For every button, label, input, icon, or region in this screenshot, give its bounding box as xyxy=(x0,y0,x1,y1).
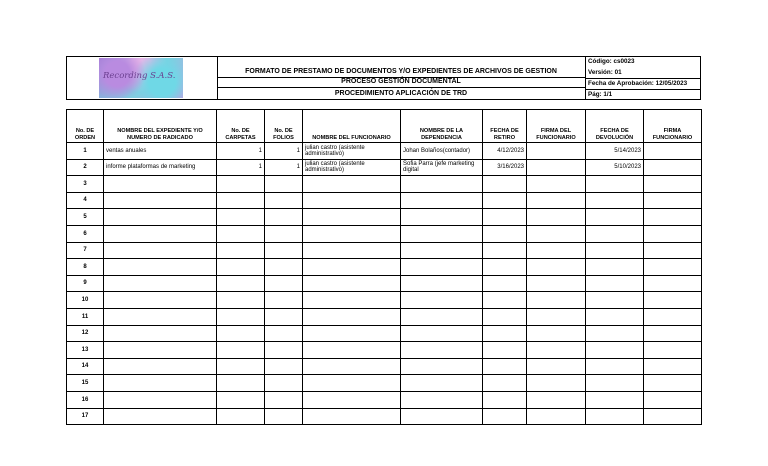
cell-signature xyxy=(644,192,702,209)
cell-folios-count xyxy=(265,259,303,276)
cell-order-number: 4 xyxy=(67,192,104,209)
cell-signature xyxy=(644,275,702,292)
cell-folios-count xyxy=(265,242,303,259)
cell-department-name xyxy=(401,342,483,359)
table-row xyxy=(67,325,702,342)
cell-official-name xyxy=(303,176,401,193)
table-row xyxy=(67,242,702,259)
cell-withdrawal-date xyxy=(483,408,527,425)
cell-withdrawal-date xyxy=(483,391,527,408)
cell-folders-count xyxy=(217,225,265,242)
cell-return-date: 5/14/2023 xyxy=(586,143,644,160)
cell-folios-count xyxy=(265,375,303,392)
cell-folios-count xyxy=(265,292,303,309)
cell-file-name xyxy=(104,325,217,342)
cell-folios-count xyxy=(265,275,303,292)
cell-order-number: 15 xyxy=(67,375,104,392)
document-version: Versión: 01 xyxy=(588,68,622,76)
cell-department-name: Sofia Parra (jefe marketing digital xyxy=(401,159,483,176)
cell-withdrawal-date xyxy=(483,292,527,309)
cell-signature xyxy=(644,225,702,242)
cell-department-name xyxy=(401,375,483,392)
cell-signature xyxy=(644,358,702,375)
cell-order-number: 14 xyxy=(67,358,104,375)
table-row xyxy=(67,275,702,292)
cell-signature xyxy=(644,242,702,259)
cell-withdrawal-date xyxy=(483,209,527,226)
cell-official-signature xyxy=(527,375,586,392)
cell-folios-count xyxy=(265,391,303,408)
cell-withdrawal-date xyxy=(483,375,527,392)
cell-return-date xyxy=(586,242,644,259)
cell-folios-count xyxy=(265,176,303,193)
cell-folders-count xyxy=(217,192,265,209)
cell-withdrawal-date: 4/12/2023 xyxy=(483,143,527,160)
cell-official-signature xyxy=(527,342,586,359)
cell-official-name xyxy=(303,358,401,375)
cell-folders-count xyxy=(217,259,265,276)
form-title: FORMATO DE PRESTAMO DE DOCUMENTOS Y/O EXPEDIENTES DE ARCHIVOS DE GESTION xyxy=(217,57,585,78)
table-row xyxy=(67,358,702,375)
cell-order-number: 6 xyxy=(67,225,104,242)
cell-signature xyxy=(644,143,702,160)
cell-file-name xyxy=(104,358,217,375)
table-row xyxy=(67,225,702,242)
cell-official-name xyxy=(303,325,401,342)
cell-return-date xyxy=(586,275,644,292)
table-row xyxy=(67,259,702,276)
cell-return-date xyxy=(586,225,644,242)
cell-folios-count xyxy=(265,408,303,425)
cell-order-number: 17 xyxy=(67,408,104,425)
table-row xyxy=(67,391,702,408)
column-header-official-name: NOMBRE DEL FUNCIONARIO xyxy=(303,110,401,143)
column-header-department-name: NOMBRE DE LA DEPENDENCIA xyxy=(401,110,483,143)
cell-signature xyxy=(644,159,702,176)
cell-withdrawal-date xyxy=(483,225,527,242)
table-row xyxy=(67,159,702,176)
column-header-folders-count: No. DE CARPETAS xyxy=(217,110,265,143)
cell-signature xyxy=(644,391,702,408)
cell-department-name xyxy=(401,358,483,375)
cell-department-name xyxy=(401,408,483,425)
table-row xyxy=(67,192,702,209)
company-logo xyxy=(99,58,183,98)
cell-folders-count: 1 xyxy=(217,143,265,160)
cell-department-name: Johan Bolaños(contador) xyxy=(401,143,483,160)
cell-withdrawal-date xyxy=(483,308,527,325)
cell-official-signature xyxy=(527,242,586,259)
cell-signature xyxy=(644,259,702,276)
cell-order-number: 13 xyxy=(67,342,104,359)
cell-return-date xyxy=(586,391,644,408)
cell-order-number: 8 xyxy=(67,259,104,276)
table-row xyxy=(67,375,702,392)
cell-return-date xyxy=(586,176,644,193)
cell-official-signature xyxy=(527,225,586,242)
cell-signature xyxy=(644,325,702,342)
cell-folios-count xyxy=(265,225,303,242)
cell-folders-count xyxy=(217,325,265,342)
document-meta xyxy=(585,57,701,99)
cell-order-number: 2 xyxy=(67,159,104,176)
cell-signature xyxy=(644,292,702,309)
cell-return-date xyxy=(586,408,644,425)
cell-department-name xyxy=(401,176,483,193)
cell-folders-count xyxy=(217,408,265,425)
cell-file-name xyxy=(104,342,217,359)
cell-official-name xyxy=(303,225,401,242)
cell-return-date xyxy=(586,325,644,342)
cell-official-signature xyxy=(527,209,586,226)
column-header-return-date: FECHA DE DEVOLUCIÓN xyxy=(586,110,644,143)
cell-withdrawal-date xyxy=(483,358,527,375)
cell-official-name xyxy=(303,408,401,425)
cell-folders-count xyxy=(217,308,265,325)
cell-file-name xyxy=(104,176,217,193)
cell-official-signature xyxy=(527,192,586,209)
cell-official-name xyxy=(303,391,401,408)
cell-withdrawal-date xyxy=(483,242,527,259)
logo-cell xyxy=(67,57,218,99)
cell-official-name xyxy=(303,275,401,292)
cell-signature xyxy=(644,408,702,425)
cell-file-name: ventas anuales xyxy=(104,143,217,160)
cell-department-name xyxy=(401,225,483,242)
cell-folios-count xyxy=(265,342,303,359)
loan-records-table xyxy=(66,109,702,425)
cell-file-name xyxy=(104,192,217,209)
cell-signature xyxy=(644,308,702,325)
cell-signature xyxy=(644,176,702,193)
cell-withdrawal-date: 3/16/2023 xyxy=(483,159,527,176)
cell-folios-count: 1 xyxy=(265,143,303,160)
column-header-folios-count: No. DE FOLIOS xyxy=(265,110,303,143)
cell-return-date xyxy=(586,342,644,359)
cell-department-name xyxy=(401,192,483,209)
column-header-official-signature: FIRMA DEL FUNCIONARIO xyxy=(527,110,586,143)
cell-official-name xyxy=(303,308,401,325)
cell-file-name xyxy=(104,259,217,276)
column-header-withdrawal-date: FECHA DE RETIRO xyxy=(483,110,527,143)
table-row xyxy=(67,143,702,160)
cell-official-name xyxy=(303,342,401,359)
cell-official-signature xyxy=(527,391,586,408)
cell-order-number: 10 xyxy=(67,292,104,309)
table-row xyxy=(67,292,702,309)
cell-department-name xyxy=(401,325,483,342)
cell-file-name xyxy=(104,225,217,242)
cell-order-number: 3 xyxy=(67,176,104,193)
cell-file-name: informe plataformas de marketing xyxy=(104,159,217,176)
cell-file-name xyxy=(104,375,217,392)
cell-official-signature xyxy=(527,358,586,375)
cell-return-date xyxy=(586,292,644,309)
cell-official-name xyxy=(303,292,401,309)
cell-official-signature xyxy=(527,159,586,176)
cell-official-name xyxy=(303,209,401,226)
table-row xyxy=(67,408,702,425)
cell-return-date xyxy=(586,358,644,375)
cell-file-name xyxy=(104,308,217,325)
cell-official-signature xyxy=(527,259,586,276)
cell-folders-count xyxy=(217,342,265,359)
cell-order-number: 7 xyxy=(67,242,104,259)
cell-order-number: 5 xyxy=(67,209,104,226)
cell-order-number: 12 xyxy=(67,325,104,342)
cell-official-signature xyxy=(527,176,586,193)
cell-signature xyxy=(644,209,702,226)
cell-department-name xyxy=(401,209,483,226)
cell-department-name xyxy=(401,292,483,309)
cell-official-name xyxy=(303,375,401,392)
cell-department-name xyxy=(401,275,483,292)
cell-folders-count xyxy=(217,275,265,292)
table-row xyxy=(67,342,702,359)
cell-department-name xyxy=(401,391,483,408)
cell-file-name xyxy=(104,408,217,425)
cell-order-number: 16 xyxy=(67,391,104,408)
cell-return-date xyxy=(586,375,644,392)
cell-withdrawal-date xyxy=(483,325,527,342)
cell-return-date xyxy=(586,308,644,325)
cell-folios-count: 1 xyxy=(265,159,303,176)
cell-folders-count: 1 xyxy=(217,159,265,176)
cell-official-signature xyxy=(527,292,586,309)
cell-withdrawal-date xyxy=(483,192,527,209)
cell-department-name xyxy=(401,259,483,276)
table-row xyxy=(67,308,702,325)
cell-order-number: 9 xyxy=(67,275,104,292)
cell-official-signature xyxy=(527,408,586,425)
cell-folios-count xyxy=(265,325,303,342)
logo-text: Recording S.A.S. xyxy=(103,71,176,81)
cell-withdrawal-date xyxy=(483,259,527,276)
table-header-row xyxy=(67,110,702,143)
cell-official-name: julian castro (asistente administrativo) xyxy=(303,143,401,160)
document-header xyxy=(66,56,701,100)
cell-withdrawal-date xyxy=(483,342,527,359)
cell-signature xyxy=(644,375,702,392)
column-header-signature: FIRMA FUNCIONARIO xyxy=(644,110,702,143)
cell-department-name xyxy=(401,242,483,259)
cell-official-signature xyxy=(527,325,586,342)
cell-folders-count xyxy=(217,391,265,408)
cell-folders-count xyxy=(217,375,265,392)
cell-official-name: julian castro (asistente administrativo) xyxy=(303,159,401,176)
cell-official-signature xyxy=(527,143,586,160)
cell-file-name xyxy=(104,292,217,309)
cell-official-signature xyxy=(527,275,586,292)
cell-folders-count xyxy=(217,242,265,259)
cell-folios-count xyxy=(265,308,303,325)
cell-return-date xyxy=(586,192,644,209)
cell-official-name xyxy=(303,259,401,276)
procedure-name: PROCEDIMIENTO APLICACIÓN DE TRD xyxy=(334,90,468,97)
cell-order-number: 1 xyxy=(67,143,104,160)
cell-folders-count xyxy=(217,292,265,309)
table-row xyxy=(67,176,702,193)
page-number: Pág: 1/1 xyxy=(586,89,701,101)
cell-order-number: 11 xyxy=(67,308,104,325)
cell-folios-count xyxy=(265,192,303,209)
cell-official-name xyxy=(303,242,401,259)
cell-file-name xyxy=(104,242,217,259)
cell-return-date xyxy=(586,259,644,276)
cell-return-date: 5/10/2023 xyxy=(586,159,644,176)
cell-withdrawal-date xyxy=(483,275,527,292)
table-body xyxy=(67,143,702,425)
cell-department-name xyxy=(401,308,483,325)
cell-withdrawal-date xyxy=(483,176,527,193)
cell-official-name xyxy=(303,192,401,209)
cell-folios-count xyxy=(265,358,303,375)
column-header-file-name: NOMBRE DEL EXPEDIENTE Y/O NUMERO DE RADICADO xyxy=(104,110,217,143)
cell-folios-count xyxy=(265,209,303,226)
cell-folders-count xyxy=(217,176,265,193)
cell-signature xyxy=(644,342,702,359)
table-row xyxy=(67,209,702,226)
cell-file-name xyxy=(104,275,217,292)
process-name: PROCESO GESTIÓN DOCUMENTAL xyxy=(217,77,585,88)
cell-folders-count xyxy=(217,209,265,226)
cell-return-date xyxy=(586,209,644,226)
cell-official-signature xyxy=(527,308,586,325)
approval-date: Fecha de Aprobación: 12/05/2023 xyxy=(586,78,701,90)
document-code: Código: cs0023 xyxy=(588,58,635,65)
cell-folders-count xyxy=(217,358,265,375)
cell-file-name xyxy=(104,209,217,226)
cell-file-name xyxy=(104,391,217,408)
column-header-order-number: No. DE ORDEN xyxy=(67,110,104,143)
